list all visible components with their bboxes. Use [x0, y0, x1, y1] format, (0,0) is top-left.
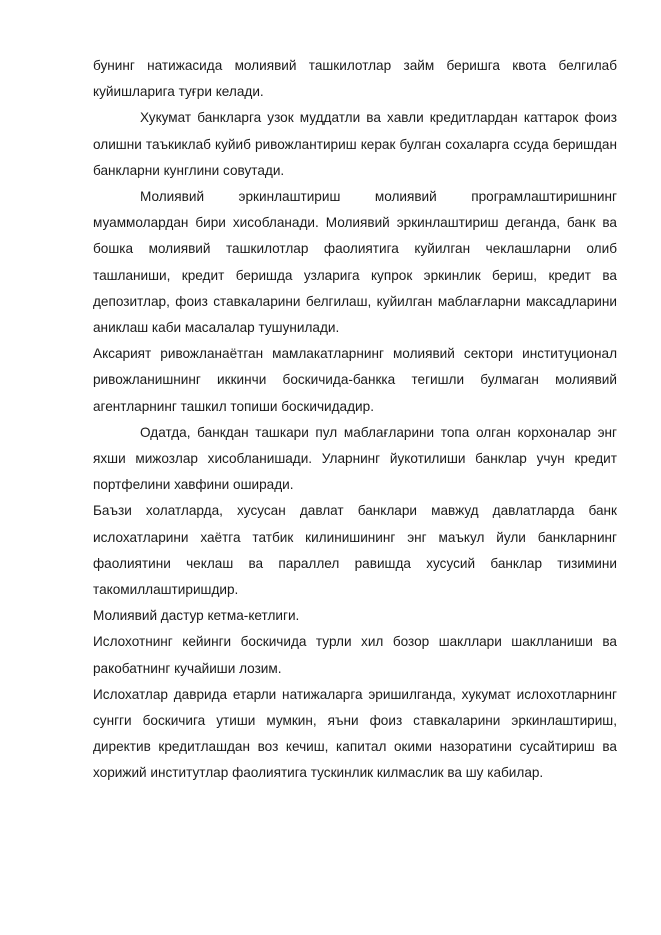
paragraph-final-stage: Ислохатлар даврида етарли натижаларга эришилганда, хукумат ислохотларнинг сунгги боскичига утиши мумкин, яъни фоиз ставкаларини эркинлаштириш, директив кредитлашдан воз кечиш, капитал окими назоратини сусайтириш ва хорижий институтлар фаолиятига тускинлик килмаслик ва шу кабилар. [93, 686, 617, 781]
document-page [93, 53, 617, 787]
paragraph-quota-limits: бунинг натижасида молиявий ташкилотлар займ беришга квота белгилаб куйишларига туғри келади. [93, 58, 617, 100]
paragraph-government-interest: Хукумат банкларга узок муддатли ва хавли кредитлардан каттарок фоиз олишни таъкиклаб куйиб ривожлантириш керак булган сохаларга ссуда беришдан банкларни кунглини совутади. [93, 110, 617, 178]
paragraph-financial-liberalization: Молиявий эркинлаштириш молиявий програмлаштиришнинг муаммолардан бири хисобланади. Молиявий эркинлаштириш деганда, банк ва бошка молиявий ташкилотлар фаолиятига куйилган чеклашларни олиб ташланиши, кредит беришда узларига купрок эркинлик бериш, кредит ва депозитлар, фоиз ставкаларини белгилаш, куйилган маблағларни максадларини аниклаш каби масалалар тушунилади. [93, 189, 617, 336]
paragraph-developing-countries: Аксарият ривожланаётган мамлакатларнинг молиявий сектори институционал ривожланишнинг иккинчи боскичида-банкка тегишли булмаган молиявий агентларнинг ташкил топиши боскичидадир. [93, 346, 617, 414]
paragraph-program-sequence: Молиявий дастур кетма-кетлиги. [93, 608, 300, 624]
paragraph-next-stage: Ислохотнинг кейинги боскичида турли хил бозор шакллари шаклланиши ва ракобатнинг кучайиши лозим. [93, 634, 617, 676]
paragraph-best-clients: Одатда, банкдан ташкари пул маблағларини топа олган корхоналар энг яхши мижозлар хисобланишади. Уларнинг йукотилиши банклар учун кредит портфелини хавфини оширади. [93, 424, 617, 493]
paragraph-state-banks: Баъзи холатларда, хусусан давлат банклари мавжуд давлатларда банк ислохатларини хаётга татбик килинишининг энг маъкул йули банкларнинг фаолиятини чеклаш ва параллел равишда хусусий банклар тизимини такомиллаштиришдир. [93, 503, 617, 598]
